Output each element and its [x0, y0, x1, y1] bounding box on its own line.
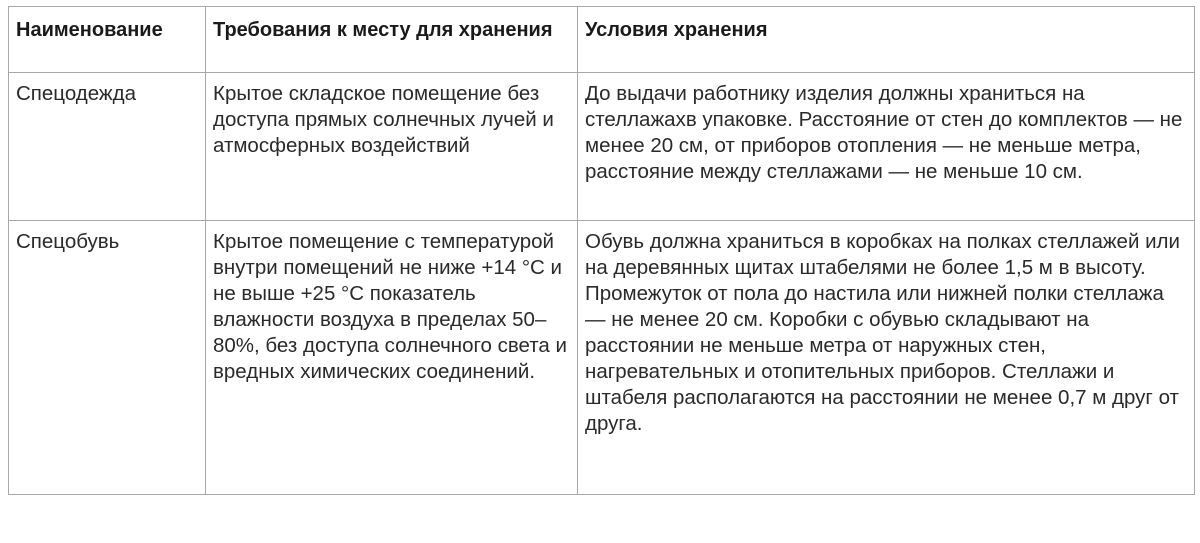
conditions-paragraph: До выдачи работнику изделия должны храниться на стеллажахв упаковке. Расстояние от стен до комплектов — не менее 20 см, от приборов отопления — не меньше метра, расстояние между стеллажами — не меньше 10 см. [585, 82, 1183, 183]
header-name: Наименование [9, 7, 206, 73]
table-header-row [9, 7, 1195, 73]
conditions-paragraph: Промежуток от пола до настила или нижней полки стеллажа — не менее 20 см. Коробки с обувью складывают на расстоянии не меньше метра от наружных стен, нагревательных и отопительных приборов. Стеллажи и штабеля располагаются на расстоянии не менее 0,7 м друг от друга. [585, 282, 1179, 435]
header-storage-conditions: Условия хранения [578, 7, 1195, 73]
table-row [9, 221, 1195, 495]
cell-item-name: Спецодежда [9, 73, 206, 221]
storage-requirements-table [8, 6, 1195, 495]
table-row [9, 73, 1195, 221]
cell-place-requirements: Крытое помещение с температурой внутри помещений не ниже +14 °C и не выше +25 °C показатель влажности воздуха в пределах 50–80%, без доступа солнечного света и вредных химических соединений. [206, 221, 578, 495]
header-storage-place-requirements: Требования к месту для хранения [206, 7, 578, 73]
cell-storage-conditions [578, 73, 1195, 221]
cell-place-requirements: Крытое складское помещение без доступа прямых солнечных лучей и атмосферных воздействий [206, 73, 578, 221]
cell-storage-conditions [578, 221, 1195, 495]
conditions-paragraph: Обувь должна храниться в коробках на полках стеллажей или на деревянных щитах штабелями не более 1,5 м в высоту. [585, 230, 1180, 279]
cell-item-name: Спецобувь [9, 221, 206, 495]
